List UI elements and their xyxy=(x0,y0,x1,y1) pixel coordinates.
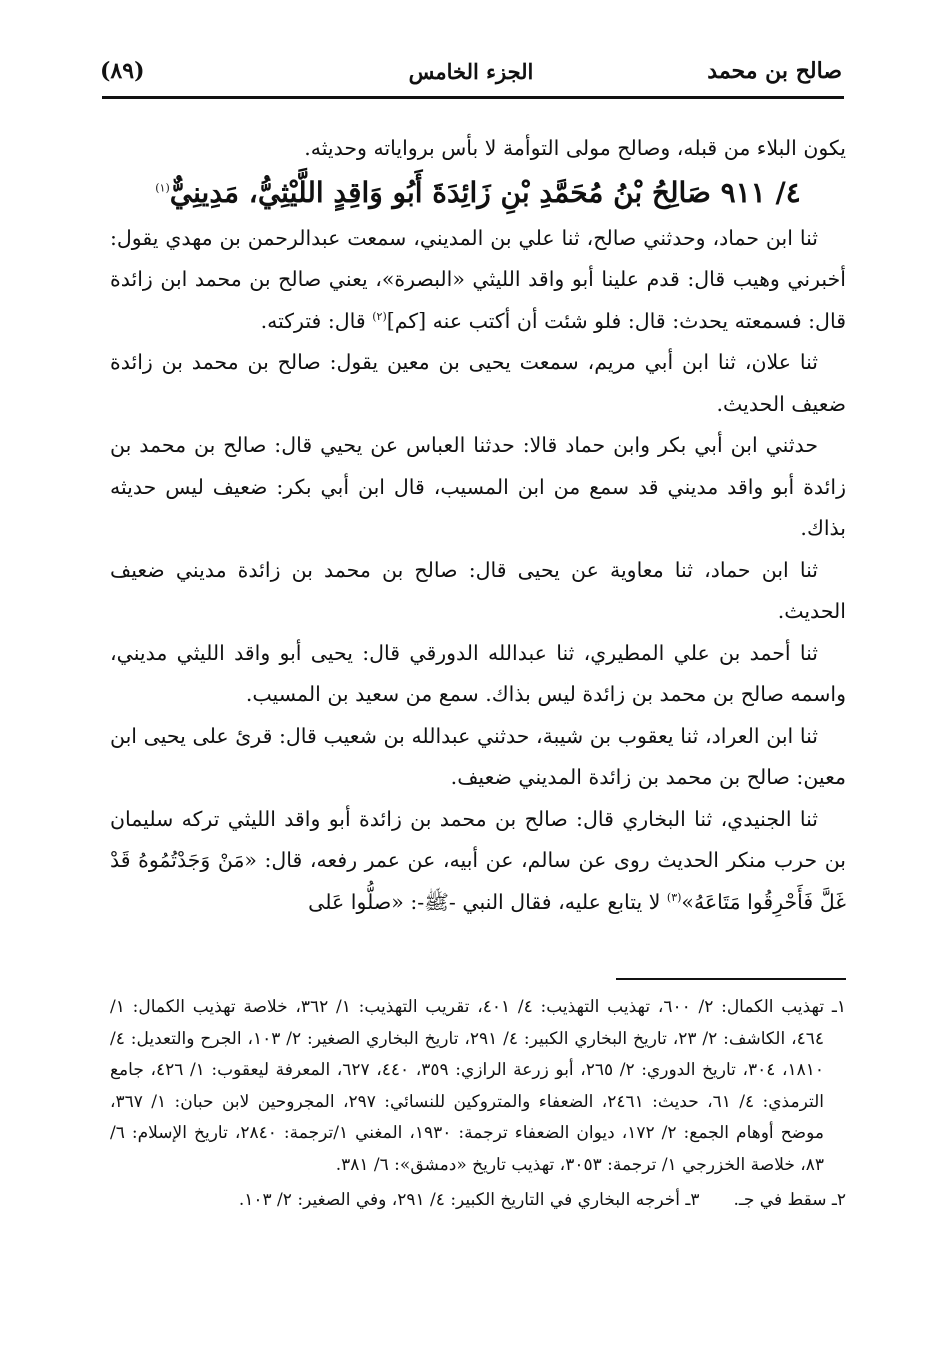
paragraph-7-end: لا يتابع عليه، فقال النبي -ﷺ-: «صلُّوا عَلى xyxy=(308,889,667,914)
page-header xyxy=(100,48,842,94)
paragraph-1 xyxy=(110,218,846,343)
paragraph-4: ثنا ابن حماد، ثنا معاوية عن يحيى قال: صالح بن محمد بن زائدة مديني ضعيف الحديث. xyxy=(110,557,846,623)
entry-title xyxy=(110,170,846,216)
paragraph-6: ثنا ابن العراد، ثنا يعقوب بن شيبة، حدثني عبدالله بن شعيب قال: قرئ على يحيى ابن معين: صالح بن محمد بن زائدة المديني ضعيف. xyxy=(110,723,846,789)
paragraph-7-text: ثنا الجنيدي، ثنا البخاري قال: صالح بن محمد بن زائدة أبو واقد الليثي تركه سليمان بن حرب منكر الحديث روى عن سالم، عن أبيه، عن عمر رفعه، قال: «مَنْ وَجَدْتُمُوهُ قَدْ غَلَّ فَأَحْرِقُوا مَتَاعَهُ» xyxy=(110,806,846,914)
footnote-ref-2: (٢) xyxy=(372,309,387,323)
paragraph-1-text: ثنا ابن حماد، وحدثني صالح، ثنا علي بن المديني، سمعت عبدالرحمن بن مهدي يقول: أخبرني وهيب قال: قدم علينا أبو واقد الليثي «البصرة»، يعني صالح بن محمد ابن زائدة قال: فسمعته يحدث: قال: فلو شئت أن أكتب عنه [كم] xyxy=(110,225,846,333)
paragraph-5: ثنا أحمد بن علي المطيري، ثنا عبدالله الدورقي قال: يحيى أبو واقد الليثي مديني، واسمه صالح بن محمد بن زائدة ليس بذاك. سمع من سعيد بن المسيب. xyxy=(110,640,846,706)
footnote-ref-3: (٣) xyxy=(666,890,682,904)
entry-title-footnote-ref: (١) xyxy=(155,181,170,195)
footnote-3: ٣ـ أخرجه البخاري في التاريخ الكبير: ٤/ ٢٩١، وفي الصغير: ٢/ ١٠٣. xyxy=(238,1190,700,1210)
running-head-entry: صالح بن محمد xyxy=(707,58,842,84)
paragraph-1-end: قال: فتركته. xyxy=(260,308,373,333)
paragraph-2: ثنا علان، ثنا ابن أبي مريم، سمعت يحيى بن معين يقول: صالح بن محمد بن زائدة ضعيف الحديث. xyxy=(110,350,846,416)
paragraph-7 xyxy=(110,799,846,924)
intro-line: يكون البلاء من قبله، وصالح مولى التوأمة لا بأس برواياته وحديثه. xyxy=(304,136,846,160)
paragraph-3: حدثني ابن أبي بكر وابن حماد قالا: حدثنا العباس عن يحيي قال: صالح بن محمد بن زائدة أبو واقد مديني قد سمع من ابن المسيب، قال ابن أبي بكر: ضعيف ليس حديثه بذاك. xyxy=(110,433,846,540)
footnote-1: ١ـ تهذيب الكمال: ٢/ ٦٠٠، تهذيب التهذيب: ٤/ ٤٠١، تقريب التهذيب: ١/ ٣٦٢، خلاصة تهذيب الكمال: ١/ ٤٦٤، الكاشف: ٢/ ٢٣، تاريخ البخاري الكبير: ٤/ ٢٩١، تاريخ البخاري الصغير: ٢/ ١٠٣، الجرح والتعديل: ٤/ ١٨١٠، ٣٠٤، تاريخ الدوري: ٢/ ٢٦٥، أبو زرعة الرازي: ٣٥٩، ٤٤٠، ٦٢٧، المعرفة ليعقوب: ١/ ٤٢٦، جامع الترمذي: ٤/ ٦١، حديث: ٢٤٦١، الضعفاء والمتروكين للنسائي: ٢٩٧، المجروحين لابن حبان: ١/ ٣٦٧، موضح أوهام الجمع: ٢/ ١٧٢، ديوان الضعفاء ترجمة: ١٩٣٠، المغني ١/ترجمة: ٢٨٤٠، تاريخ الإسلام: ٦/ ٨٣، خلاصة الخزرجي ١/ ترجمة: ٣٠٥٣، تهذيب تاريخ «دمشق»: ٦/ ٣٨١. xyxy=(110,997,846,1175)
entry-title-text: ٤/ ٩١١ صَالِحُ بْنُ مُحَمَّدِ بْنِ زَائِدَةَ أَبُو وَاقِدٍ اللَّيْثِيُّ، مَدِينِيٌّ xyxy=(169,175,801,209)
footnote-2: ٢ـ سقط في جـ. xyxy=(733,1190,846,1210)
footnotes xyxy=(110,992,846,1217)
footnote-row xyxy=(110,1185,846,1217)
header-rule xyxy=(102,96,844,99)
running-head-volume: الجزء الخامس xyxy=(408,58,534,84)
main-text xyxy=(110,128,846,923)
footnote-rule xyxy=(616,978,846,980)
page-number: (٨٩) xyxy=(100,58,145,84)
